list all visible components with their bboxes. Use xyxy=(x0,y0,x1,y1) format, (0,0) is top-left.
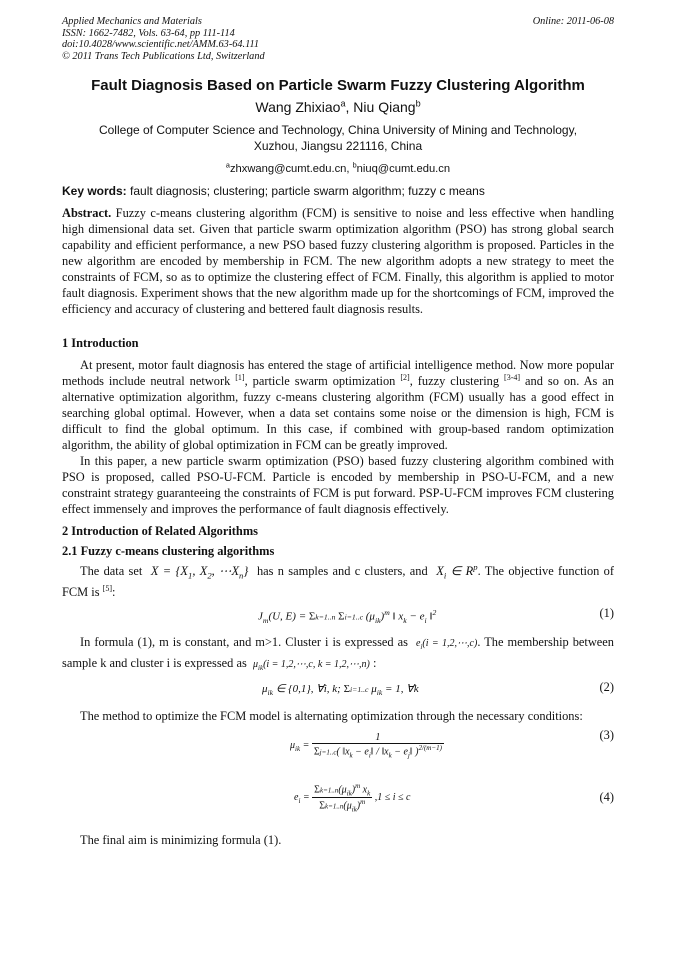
abstract-text: Fuzzy c-means clustering algorithm (FCM) is sensitive to noise and less effective when handling high dimensional data set. Given that particle swarm optimization algorithm (PSO) has strong global search capability and efficient performance, a new PSO based fuzzy clustering algorithm is proposed. Particles in the new algorithm are encoded by membership in FCM. The new algorithm adopts a new strategy to meet the constraints of FCM, so as to optimize the clustering effect of FCM. Finally, this algorithm is applied to motor fault diagnosis. Experiment shows that the new algorithm made up for the shortcomings of FCM, improved the efficiency and accuracy of clustering and bettered fault diagnosis results. xyxy=(62,206,614,316)
section-2-1-heading: 2.1 Fuzzy c-means clustering algorithms xyxy=(62,544,275,558)
issn-line: ISSN: 1662-7482, Vols. 63-64, pp 111-114 xyxy=(62,27,235,39)
keywords-label: Key words: xyxy=(62,184,127,198)
paper-title: Fault Diagnosis Based on Particle Swarm Fuzzy Clustering Algorithm xyxy=(91,77,585,94)
email-b[interactable]: niuq@cumt.edu.cn xyxy=(356,163,451,175)
affiliation xyxy=(62,123,614,154)
equation-1 xyxy=(62,600,614,634)
intro-paragraph-1 xyxy=(62,357,614,453)
equation-4-number: (4) xyxy=(599,789,614,804)
fcm-paragraph-2 xyxy=(62,634,614,676)
fcm-paragraph-3: The method to optimize the FCM model is alternating optimization through the necessary conditions: xyxy=(80,708,583,723)
affiliation-line-1: College of Computer Science and Technology, China University of Mining and Technology, xyxy=(98,123,578,137)
section-1-heading: 1 Introduction xyxy=(62,336,139,350)
equation-3-number: (3) xyxy=(599,727,614,742)
fcm-p1-text-b: has n samples and c clusters, and xyxy=(256,564,428,579)
doi-line: doi:10.4028/www.scientific.net/AMM.63-64.111 xyxy=(62,39,260,50)
fcm-p2-text-a: In formula (1), m is constant, and m>1. Cluster i is expressed as xyxy=(80,634,408,649)
equation-1-number: (1) xyxy=(599,605,614,620)
author-2-mark: b xyxy=(415,98,421,109)
copyright-line: © 2011 Trans Tech Publications Ltd, Switzerland xyxy=(62,50,265,62)
membership-update: $\mu_{ik}$ = $\frac{1}{\Sigma j=1..c( ‖x_k - e_i‖ / ‖x_k - e_j‖ )^{2/(m-1)}}$ xyxy=(290,731,442,759)
email-b-mark: b xyxy=(352,160,357,170)
author-1: Wang Zhixiao xyxy=(255,99,341,115)
keywords xyxy=(62,184,614,199)
fcm-paragraph-4: The final aim is minimizing formula (1). xyxy=(80,832,282,847)
email-a[interactable]: zhxwang@cumt.edu.cn, xyxy=(229,163,353,175)
objective-function: $J_m(U$, E) = Σk=1..n Σi=1..c $(\mu_{ik})^m$ ‖ $x_k - e_i$ ‖$^2$ xyxy=(258,607,437,625)
author-2: Niu Qiang xyxy=(353,99,416,115)
paper-page xyxy=(62,16,614,848)
citation-5[interactable]: [5] xyxy=(102,583,113,593)
abstract xyxy=(62,205,614,317)
intro-p1-text-c: , fuzzy clustering xyxy=(409,374,505,388)
equation-2 xyxy=(62,676,614,704)
intro-p1-text-d: and so on. As an alternative optimization algorithm, fuzzy c-means clustering algorithm (FCM) usually has a good effect in searching global optimal. However, when a data set contains some noise or the dimension is high, FCM is difficult to find the global optimum. In this case, if combined with group-based random optimization algorithm, the ability of global optimization in FCM can be greatly improved. xyxy=(62,374,614,452)
fcm-p2-text-c: : xyxy=(373,655,377,670)
cluster-center-formula: $e_i(i$ = 1,2,⋯,c) xyxy=(415,637,478,651)
abstract-label: Abstract. xyxy=(62,206,112,220)
fcm-p1-text-a: The data set xyxy=(80,564,143,579)
membership-formula: $\mu_{ik}(i$ = 1,2,⋯,c, k = 1,2,⋯,n) xyxy=(252,658,370,672)
membership-constraint: $\mu_{ik}$ ∈ {0,1}, ∀i, k; Σi=1..c $\mu_{ik} = 1$, ∀k xyxy=(262,682,419,697)
author-separator: , xyxy=(345,99,354,115)
intro-p1-text-b: , particle swarm optimization xyxy=(244,374,401,388)
author-1-mark: a xyxy=(340,98,346,109)
journal-name: Applied Mechanics and Materials xyxy=(62,16,202,27)
fcm-p1-text-c: . The objective function of FCM is xyxy=(62,564,614,599)
intro-paragraph-2: In this paper, a new particle swarm optimization (PSO) based fuzzy clustering algorithm combined with PSO is proposed, called PSO-U-FCM. Particle is encoded by membership in PSO-U-FCM, and a new constraint strategy guaranteeing the constraints of FCM is put forward. PSP-U-FCM improves FCM clustering effect immensely and improves the performance of fault diagnosis effectively. xyxy=(62,454,614,516)
citation-3-4[interactable]: [3-4] xyxy=(504,372,521,382)
author-line xyxy=(62,97,614,117)
fcm-p2-text-b: . The membership between sample k and cluster i is expressed as xyxy=(62,634,614,670)
email-line xyxy=(62,162,614,176)
citation-2[interactable]: [2] xyxy=(400,372,410,382)
citation-1[interactable]: [1] xyxy=(235,372,245,382)
equation-2-number: (2) xyxy=(599,679,614,694)
fcm-paragraph-1 xyxy=(62,559,614,600)
equation-4 xyxy=(62,778,614,830)
fcm-p1-text-d: : xyxy=(112,584,116,599)
intro-p1-text-a: At present, motor fault diagnosis has entered the stage of artificial intelligence method. Now more popular methods include neutral network xyxy=(62,358,614,388)
equation-3 xyxy=(62,724,614,778)
email-a-mark: a xyxy=(225,160,230,170)
section-2-heading: 2 Introduction of Related Algorithms xyxy=(62,524,258,538)
sample-space-formula: $X_i$ ∈ $R^p$ xyxy=(436,562,478,581)
affiliation-line-2: Xuzhou, Jiangsu 221116, China xyxy=(253,138,423,153)
online-date: Online: 2011-06-08 xyxy=(532,16,614,27)
journal-header xyxy=(62,16,614,62)
keywords-text: fault diagnosis; clustering; particle swarm algorithm; fuzzy c means xyxy=(126,184,485,198)
dataset-formula: $X = \{X_1$, $X_2$, $\cdots X_n$} xyxy=(150,564,249,581)
center-update: $e_i$ = $\frac{\Sigma k=1..n(\mu_{ik})^m x_k}{\Sigma k=1..n(\mu_{ik})^m}$ ,1 ≤ i ≤ c xyxy=(294,781,411,814)
